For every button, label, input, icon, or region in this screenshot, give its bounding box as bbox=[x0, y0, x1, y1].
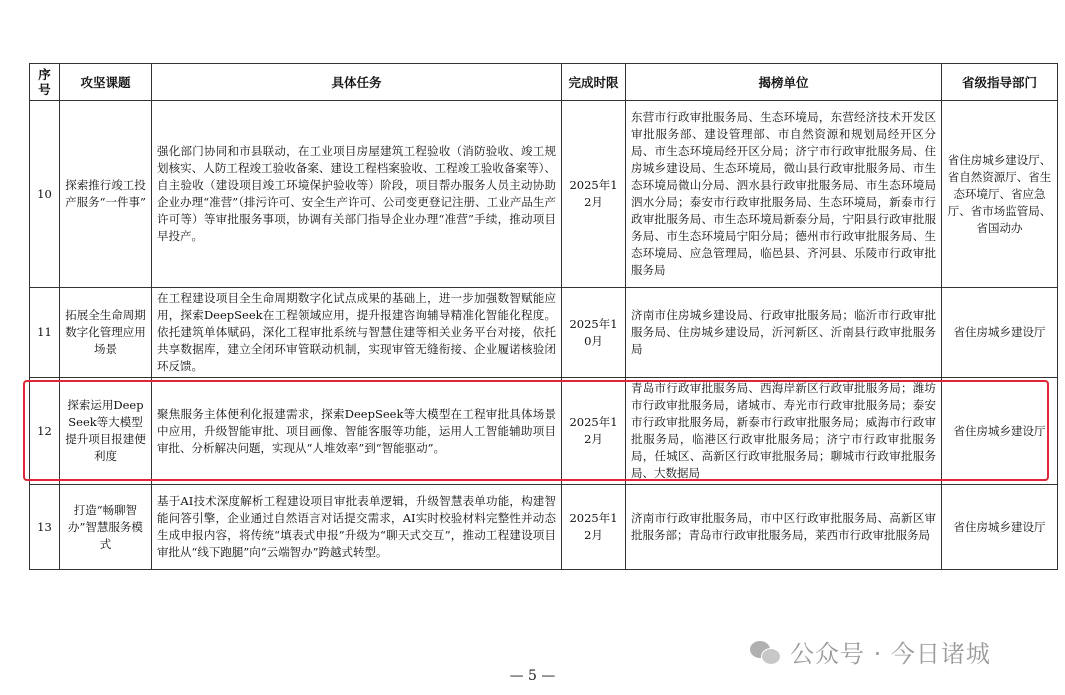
row-deadline: 2025年12月 bbox=[562, 101, 626, 288]
row-no: 13 bbox=[30, 485, 60, 570]
watermark bbox=[750, 634, 991, 669]
row-units: 东营市行政审批服务局、生态环境局，东营经济技术开发区审批服务部、建设管理部、市自然资源和规划局经开区分局、市生态环境局经开区分局；济宁市行政审批服务局、住房城乡建设局、生态环境局，微山县行政审批服务局、市生态环境局微山分局、泗水县行政审批服务局、市生态环境局泗水分局；泰安市行政审批服务局、生态环境局，新泰市行政审批服务局、市生态环境局新泰分局，宁阳县行政审批服务局、市生态环境局宁阳分局；德州市行政审批服务局、生态环境局、应急管理局，临邑县、齐河县、乐陵市行政审批服务局 bbox=[626, 101, 942, 288]
header-no: 序号 bbox=[30, 64, 60, 101]
header-topic: 攻坚课题 bbox=[60, 64, 152, 101]
header-task: 具体任务 bbox=[152, 64, 562, 101]
row-task: 基于AI技术深度解析工程建设项目审批表单逻辑，升级智慧表单功能，构建智能问答引擎，企业通过自然语言对话提交需求，AI实时校验材料完整性并动态生成申报内容，将传统“填表式申报”升级为“聊天式交互”，推动工程建设项目审批从“线下跑腿”向“云端智办”跨越式转型。 bbox=[152, 485, 562, 570]
row-topic: 打造“畅聊智办”智慧服务模式 bbox=[60, 485, 152, 570]
row-units: 济南市行政审批服务局，市中区行政审批服务局、高新区审批服务部；青岛市行政审批服务局，莱西市行政审批服务局 bbox=[626, 485, 942, 570]
row-dept: 省住房城乡建设厅 bbox=[942, 485, 1058, 570]
task-table bbox=[29, 63, 1058, 570]
row-task: 强化部门协同和市县联动，在工业项目房屋建筑工程验收（消防验收、竣工规划核实、人防工程竣工验收备案、建设工程档案验收、工程竣工验收备案等）、自主验收（建设项目竣工环境保护验收等）阶段，项目帮办服务人员主动协助企业办理“准营”（排污许可、安全生产许可、公司变更登记注册、工业产品生产许可等）等审批服务事项，协调有关部门指导企业办理“准营”手续，推动项目早投产。 bbox=[152, 101, 562, 288]
row-topic: 探索运用DeepSeek等大模型提升项目报建便利度 bbox=[60, 378, 152, 485]
row-topic: 探索推行竣工投产服务“一件事” bbox=[60, 101, 152, 288]
watermark-text: 公众号 · 今日诸城 bbox=[790, 640, 991, 668]
wechat-icon bbox=[750, 639, 780, 665]
row-units: 青岛市行政审批服务局、西海岸新区行政审批服务局；潍坊市行政审批服务局，诸城市、寿光市行政审批服务局；泰安市行政审批服务局，新泰市行政审批服务局；威海市行政审批服务局，临港区行政审批服务局；济宁市行政审批服务局，任城区、高新区行政审批服务局；聊城市行政审批服务局、大数据局 bbox=[626, 378, 942, 485]
row-deadline: 2025年10月 bbox=[562, 288, 626, 378]
header-deadline: 完成时限 bbox=[562, 64, 626, 101]
table-row bbox=[30, 485, 1058, 570]
row-deadline: 2025年12月 bbox=[562, 485, 626, 570]
row-topic: 拓展全生命周期数字化管理应用场景 bbox=[60, 288, 152, 378]
row-no: 11 bbox=[30, 288, 60, 378]
row-no: 12 bbox=[30, 378, 60, 485]
table-row bbox=[30, 101, 1058, 288]
row-task: 在工程建设项目全生命周期数字化试点成果的基础上，进一步加强数智赋能应用，探索DeepSeek在工程领域应用，提升报建咨询辅导精准化智能化程度。依托建筑单体赋码，深化工程审批系统与智慧住建等相关业务平台对接，依托共享数据库，建立全闭环审管联动机制，实现审管无缝衔接、企业履诺核验闭环反馈。 bbox=[152, 288, 562, 378]
header-units: 揭榜单位 bbox=[626, 64, 942, 101]
row-dept: 省住房城乡建设厅 bbox=[942, 288, 1058, 378]
row-units: 济南市住房城乡建设局、行政审批服务局；临沂市行政审批服务局、住房城乡建设局，沂河新区、沂南县行政审批服务局 bbox=[626, 288, 942, 378]
row-task: 聚焦服务主体便利化报建需求，探索DeepSeek等大模型在工程审批具体场景中应用，升级智能审批、项目画像、智能客服等功能，运用人工智能辅助项目审批、分析解决问题，实现从“人堆效率”到“智能驱动”。 bbox=[152, 378, 562, 485]
row-no: 10 bbox=[30, 101, 60, 288]
table-header-row bbox=[30, 64, 1058, 101]
header-dept: 省级指导部门 bbox=[942, 64, 1058, 101]
page-number: — 5 — bbox=[509, 668, 556, 684]
row-deadline: 2025年12月 bbox=[562, 378, 626, 485]
row-dept: 省住房城乡建设厅、省自然资源厅、省生态环境厅、省应急厅、省市场监管局、省国动办 bbox=[942, 101, 1058, 288]
row-dept: 省住房城乡建设厅 bbox=[942, 378, 1058, 485]
table-row bbox=[30, 288, 1058, 378]
table-row bbox=[30, 378, 1058, 485]
